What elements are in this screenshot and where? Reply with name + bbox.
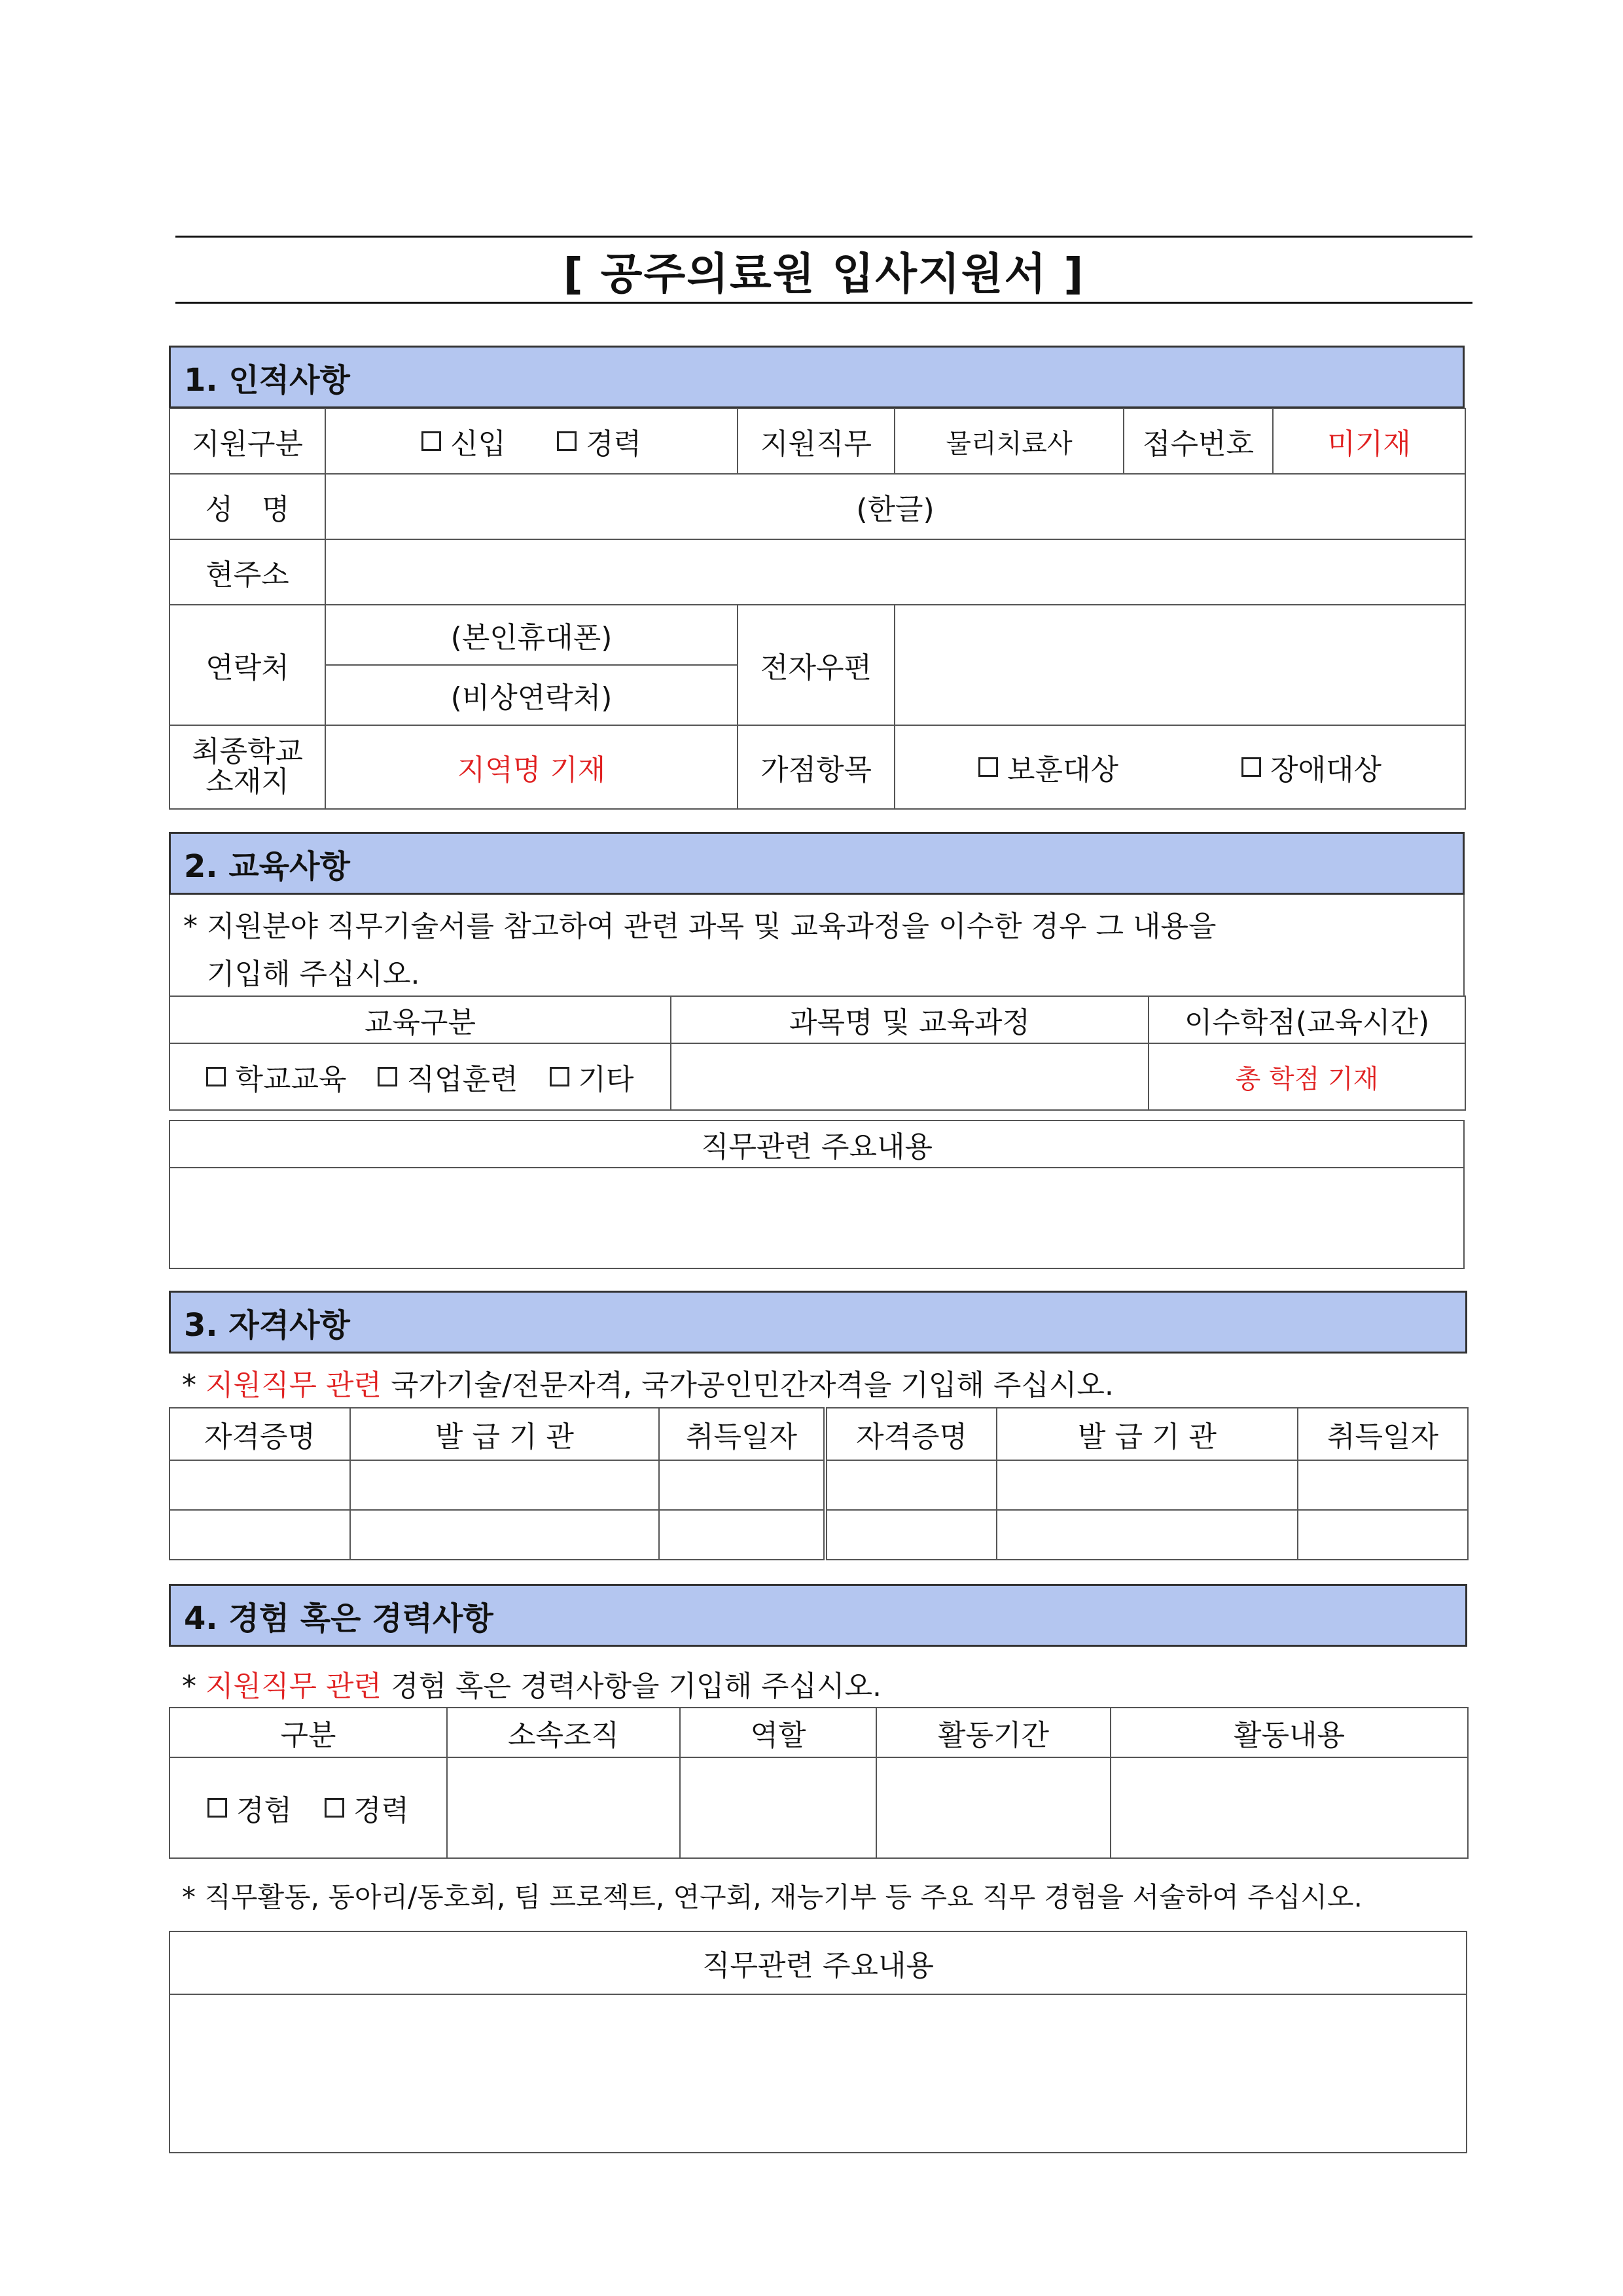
- education-type-options: [169, 1043, 671, 1110]
- checkbox-other-label: 기타: [578, 1063, 634, 1096]
- education-note-line2: 기입해 주십시오.: [207, 958, 420, 991]
- col-cert-name: 자격증명: [169, 1408, 350, 1460]
- label-school-location: [169, 725, 325, 809]
- education-note-line1: * 지원분야 직무기술서를 참고하여 관련 과목 및 교육과정을 이수한 경우 그 내용을: [183, 910, 1217, 943]
- receipt-number-value: 미기재: [1273, 408, 1465, 474]
- address-field[interactable]: [325, 539, 1465, 605]
- education-note-box: [169, 895, 1465, 996]
- issuer-cell[interactable]: [997, 1510, 1298, 1560]
- period-cell[interactable]: [876, 1757, 1111, 1858]
- checkbox-icon[interactable]: [325, 1798, 344, 1818]
- checkbox-icon[interactable]: [378, 1067, 397, 1086]
- checkbox-icon[interactable]: [207, 1798, 227, 1818]
- section-4-heading: [169, 1584, 1467, 1647]
- section-2-heading-text: 2. 교육사항: [184, 848, 350, 885]
- col-exp-type: 구분: [169, 1708, 447, 1757]
- course-name-field[interactable]: [671, 1043, 1149, 1110]
- col-credits: 이수학점(교육시간): [1149, 996, 1465, 1043]
- checkbox-experienced-label: 경력: [586, 427, 642, 461]
- col-period: 활동기간: [876, 1708, 1111, 1757]
- col-role: 역할: [680, 1708, 876, 1757]
- label-application-type: 지원구분: [169, 408, 325, 474]
- page-title-text: [ 공주의료원 입사지원서 ]: [563, 248, 1085, 299]
- checkbox-career[interactable]: [325, 1787, 409, 1829]
- experience-summary-label: 직무관련 주요내용: [169, 1931, 1467, 1994]
- label-bonus-items: 가점항목: [738, 725, 895, 809]
- checkbox-veteran-label: 보훈대상: [1007, 753, 1118, 787]
- experience-note-emphasis: 지원직무 관련: [205, 1670, 382, 1703]
- label-email: 전자우편: [738, 605, 895, 725]
- experience-note-text: 경험 혹은 경력사항을 기입해 주십시오.: [382, 1670, 882, 1703]
- table-row: [169, 1757, 1468, 1858]
- label-contact: 연락처: [169, 605, 325, 725]
- checkbox-new[interactable]: [421, 420, 506, 462]
- acquired-date-cell[interactable]: [659, 1460, 825, 1510]
- education-summary-table: [169, 1120, 1465, 1269]
- label-receipt-number: 접수번호: [1124, 408, 1273, 474]
- phone-field[interactable]: (본인휴대폰): [325, 605, 738, 665]
- section-1-heading-text: 1. 인적사항: [184, 361, 350, 399]
- section-1-heading: [169, 346, 1465, 408]
- activity-cell[interactable]: [1111, 1757, 1468, 1858]
- cert-name-cell[interactable]: [169, 1510, 350, 1560]
- experience-note-prefix: *: [182, 1670, 205, 1703]
- checkbox-icon[interactable]: [557, 431, 577, 451]
- label-job: 지원직무: [738, 408, 895, 474]
- credits-field[interactable]: 총 학점 기재: [1149, 1043, 1465, 1110]
- cert-name-cell[interactable]: [825, 1510, 997, 1560]
- checkbox-vocational-training-label: 직업훈련: [406, 1063, 518, 1096]
- section-4-heading-text: 4. 경험 혹은 경력사항: [184, 1600, 493, 1637]
- checkbox-school-education-label: 학교교육: [235, 1063, 347, 1096]
- checkbox-career-label: 경력: [353, 1794, 410, 1827]
- section-3-heading: [169, 1291, 1467, 1354]
- organization-cell[interactable]: [447, 1757, 680, 1858]
- col-acquired-date-2: 취득일자: [1298, 1408, 1468, 1460]
- issuer-cell[interactable]: [997, 1460, 1298, 1510]
- checkbox-icon[interactable]: [206, 1067, 226, 1086]
- role-cell[interactable]: [680, 1757, 876, 1858]
- checkbox-school-education[interactable]: [206, 1056, 346, 1098]
- certification-note-prefix: *: [182, 1369, 205, 1402]
- cert-name-cell[interactable]: [169, 1460, 350, 1510]
- education-table: [169, 996, 1466, 1111]
- col-cert-name-2: 자격증명: [825, 1408, 997, 1460]
- acquired-date-cell[interactable]: [659, 1510, 825, 1560]
- experience-note-2: * 직무활동, 동아리/동호회, 팀 프로젝트, 연구회, 재능기부 등 주요 직무 경험을 서술하여 주십시오.: [182, 1881, 1363, 1913]
- col-issuer-2: 발 급 기 관: [997, 1408, 1298, 1460]
- personal-info-table: [169, 408, 1466, 810]
- cert-name-cell[interactable]: [825, 1460, 997, 1510]
- checkbox-new-label: 신입: [450, 427, 506, 461]
- certification-note-emphasis: 지원직무 관련: [205, 1369, 382, 1402]
- exp-type-options: [169, 1757, 447, 1858]
- experience-summary-field[interactable]: [169, 1994, 1467, 2153]
- checkbox-icon[interactable]: [978, 757, 998, 777]
- checkbox-icon[interactable]: [421, 431, 441, 451]
- experience-table: [169, 1707, 1469, 1859]
- checkbox-disabled[interactable]: [1241, 746, 1382, 788]
- label-school-location-line1: 최종학교: [191, 734, 303, 768]
- col-organization: 소속조직: [447, 1708, 680, 1757]
- col-issuer: 발 급 기 관: [350, 1408, 659, 1460]
- issuer-cell[interactable]: [350, 1460, 659, 1510]
- application-type-options: [325, 408, 738, 474]
- emergency-contact-field[interactable]: (비상연락처): [325, 665, 738, 725]
- section-2-heading: [169, 832, 1465, 895]
- label-school-location-line2: 소재지: [205, 765, 289, 798]
- acquired-date-cell[interactable]: [1298, 1460, 1468, 1510]
- certification-note-text: 국가기술/전문자격, 국가공인민간자격을 기입해 주십시오.: [382, 1369, 1114, 1402]
- label-address: 현주소: [169, 539, 325, 605]
- acquired-date-cell[interactable]: [1298, 1510, 1468, 1560]
- experience-summary-table: [169, 1931, 1467, 2153]
- education-summary-label: 직무관련 주요내용: [169, 1121, 1464, 1168]
- checkbox-disabled-label: 장애대상: [1270, 753, 1382, 787]
- checkbox-veteran[interactable]: [978, 746, 1118, 788]
- email-field[interactable]: [895, 605, 1465, 725]
- checkbox-other[interactable]: [550, 1056, 634, 1098]
- checkbox-experience[interactable]: [207, 1787, 292, 1829]
- certification-table: [169, 1407, 1469, 1560]
- section-3-heading-text: 3. 자격사항: [184, 1306, 350, 1344]
- certification-note: [182, 1361, 1114, 1403]
- education-summary-field[interactable]: [169, 1168, 1464, 1268]
- col-education-type: 교육구분: [169, 996, 671, 1043]
- checkbox-vocational-training[interactable]: [378, 1056, 518, 1098]
- bonus-items-options: [895, 725, 1465, 809]
- issuer-cell[interactable]: [350, 1510, 659, 1560]
- col-acquired-date: 취득일자: [659, 1408, 825, 1460]
- checkbox-icon[interactable]: [550, 1067, 569, 1086]
- checkbox-icon[interactable]: [1241, 757, 1261, 777]
- experience-note: [182, 1662, 882, 1704]
- page-title: [175, 236, 1472, 304]
- col-activity: 활동내용: [1111, 1708, 1468, 1757]
- col-course-name: 과목명 및 교육과정: [671, 996, 1149, 1043]
- job-value[interactable]: 물리치료사: [895, 408, 1124, 474]
- label-name: 성 명: [169, 474, 325, 539]
- school-location-value[interactable]: 지역명 기재: [325, 725, 738, 809]
- checkbox-experienced[interactable]: [557, 420, 641, 462]
- name-field[interactable]: (한글): [325, 474, 1465, 539]
- checkbox-experience-label: 경험: [236, 1794, 292, 1827]
- table-row: [169, 1510, 1468, 1560]
- table-row: [169, 1460, 1468, 1510]
